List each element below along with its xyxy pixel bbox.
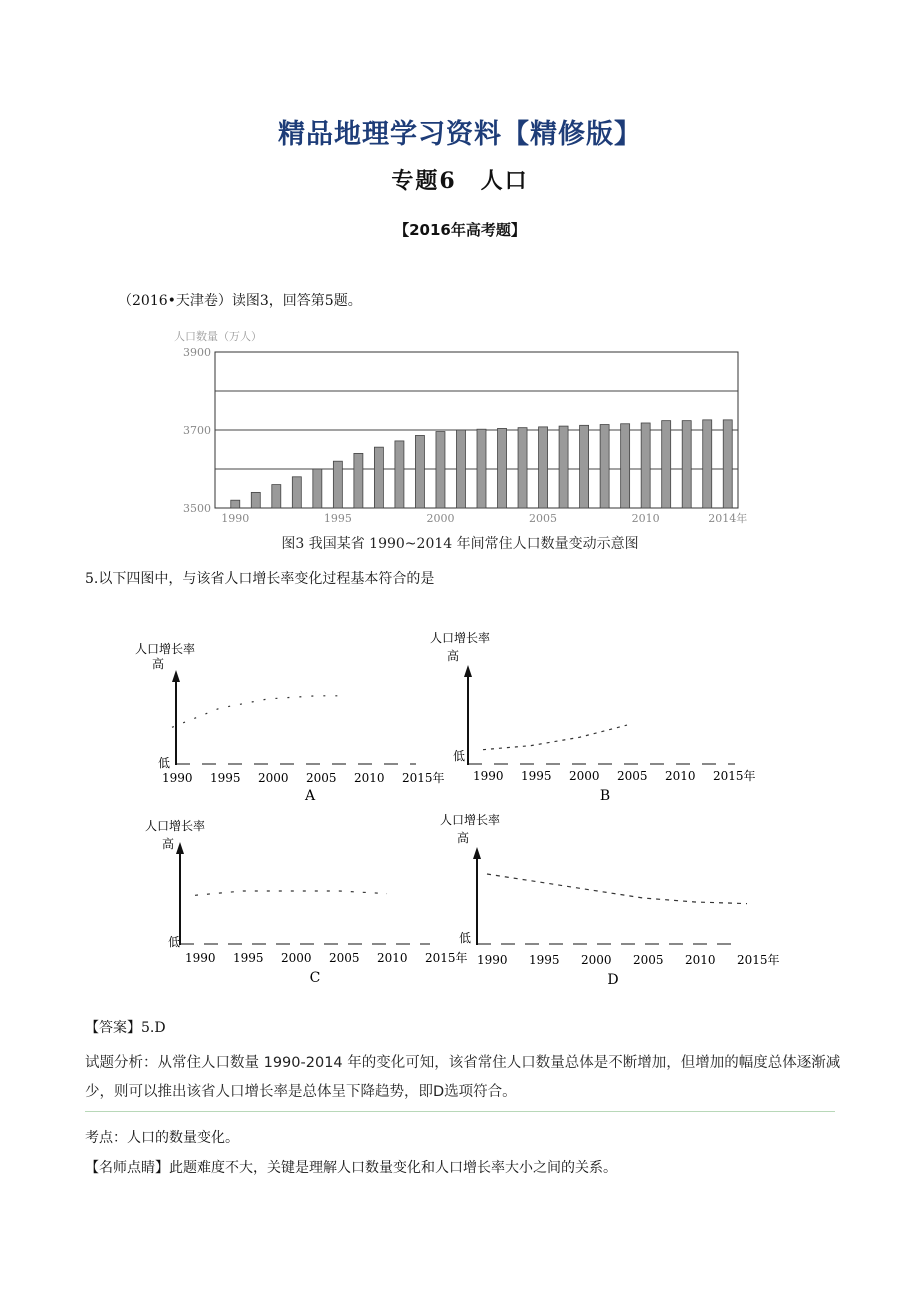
fig3-bar bbox=[723, 420, 732, 508]
fig3-caption: 图3 我国某省 1990~2014 年间常住人口数量变动示意图 bbox=[281, 536, 639, 552]
topic-title: 专题6 人口 bbox=[391, 168, 529, 194]
fig3-ytick: 3700 bbox=[183, 424, 211, 437]
fig3-xtick: 2010 bbox=[631, 512, 660, 525]
fig3-bar bbox=[477, 429, 486, 508]
fig3-bar bbox=[231, 500, 240, 508]
fig3-ytick: 3500 bbox=[183, 502, 211, 515]
fig3-xtick: 2005 bbox=[529, 512, 558, 525]
fig3-xtick: 2000 bbox=[426, 512, 455, 525]
opt-xtick: 2010 bbox=[685, 953, 716, 967]
analysis-paragraph: 试题分析：从常住人口数量 1990-2014 年的变化可知，该省常住人口数量总体是不断增加，但增加的幅度总体逐渐减少，则可以推出该省人口增长率是总体呈下降趋势，即D选项符合。 bbox=[85, 1055, 841, 1100]
main-title: 精品地理学习资料【精修版】 bbox=[278, 119, 642, 150]
opt-b-low: 低 bbox=[453, 749, 466, 763]
opt-c-low: 低 bbox=[168, 935, 181, 949]
opt-xtick: 2015年 bbox=[713, 769, 756, 783]
opt-xtick: 1990 bbox=[162, 771, 193, 785]
opt-a-low: 低 bbox=[158, 756, 171, 770]
opt-xtick: 1995 bbox=[521, 769, 552, 783]
opt-d-letter: D bbox=[607, 972, 619, 988]
fig3-bar bbox=[333, 461, 342, 508]
fig3-bar bbox=[641, 423, 650, 508]
fig3-bar bbox=[272, 485, 281, 508]
opt-b-letter: B bbox=[599, 788, 611, 804]
opt-xtick: 1990 bbox=[473, 769, 504, 783]
fig3-xtick: 1995 bbox=[323, 512, 352, 525]
opt-xtick: 2015年 bbox=[402, 771, 445, 785]
opt-xtick: 1990 bbox=[185, 951, 216, 965]
fig3-bar bbox=[436, 432, 445, 508]
opt-xtick: 2005 bbox=[633, 953, 664, 967]
opt-d-yarrow bbox=[473, 847, 481, 859]
fig3-bar bbox=[621, 424, 630, 508]
question-text: 5.以下四图中，与该省人口增长率变化过程基本符合的是 bbox=[85, 571, 435, 587]
answer-line: 【答案】5.D bbox=[85, 1020, 166, 1036]
opt-xtick: 1995 bbox=[210, 771, 241, 785]
opt-c-high: 高 bbox=[162, 837, 175, 851]
opt-a-curve bbox=[172, 696, 345, 728]
opt-d-high: 高 bbox=[457, 831, 470, 845]
fig3-bar bbox=[292, 477, 301, 508]
fig3-ylabel: 人口数量（万人） bbox=[174, 330, 262, 343]
opt-xtick: 1995 bbox=[529, 953, 560, 967]
opt-xtick: 2015年 bbox=[425, 951, 468, 965]
section-divider bbox=[85, 1111, 835, 1112]
opt-xtick: 2005 bbox=[306, 771, 337, 785]
fig3-bar bbox=[559, 426, 568, 508]
opt-xtick: 2005 bbox=[617, 769, 648, 783]
fig3-bar bbox=[703, 420, 712, 508]
opt-a-ylabel: 人口增长率 bbox=[135, 642, 196, 656]
fig3-bar bbox=[682, 421, 691, 508]
fig3-bar bbox=[518, 428, 527, 508]
opt-b-ylabel: 人口增长率 bbox=[430, 631, 491, 645]
opt-xtick: 1990 bbox=[477, 953, 508, 967]
opt-d-low: 低 bbox=[459, 931, 472, 945]
fig3-bar bbox=[580, 425, 589, 508]
fig3-bar bbox=[539, 427, 548, 508]
fig3-bar bbox=[415, 435, 424, 508]
opt-xtick: 2015年 bbox=[737, 953, 780, 967]
fig3-bar bbox=[456, 430, 465, 508]
opt-c-yarrow bbox=[176, 842, 184, 854]
opt-d-ylabel: 人口增长率 bbox=[440, 813, 501, 827]
opt-xtick: 2005 bbox=[329, 951, 360, 965]
opt-b-curve bbox=[483, 725, 627, 750]
key-point-line: 考点：人口的数量变化。 bbox=[85, 1130, 239, 1146]
fig3-bar bbox=[313, 469, 322, 508]
opt-xtick: 2000 bbox=[581, 953, 612, 967]
opt-a-letter: A bbox=[304, 788, 316, 804]
opt-c-ylabel: 人口增长率 bbox=[145, 819, 206, 833]
opt-c-letter: C bbox=[309, 970, 321, 986]
fig3-bar bbox=[600, 425, 609, 508]
option-c-chart bbox=[140, 812, 468, 990]
fig3-bar bbox=[354, 453, 363, 508]
fig3-bar bbox=[498, 428, 507, 508]
opt-xtick: 1995 bbox=[233, 951, 264, 965]
fig3-xtick: 2014年 bbox=[708, 512, 748, 525]
fig3-bar bbox=[251, 492, 260, 508]
opt-xtick: 2010 bbox=[354, 771, 385, 785]
opt-b-yarrow bbox=[464, 665, 472, 677]
option-b-chart bbox=[425, 630, 775, 808]
opt-a-high: 高 bbox=[152, 657, 165, 671]
opt-xtick: 2010 bbox=[377, 951, 408, 965]
option-a-chart bbox=[130, 630, 445, 808]
opt-a-yarrow bbox=[172, 670, 180, 682]
fig3-xtick: 1990 bbox=[221, 512, 250, 525]
opt-b-high: 高 bbox=[447, 649, 460, 663]
fig3-bar bbox=[374, 447, 383, 508]
opt-xtick: 2000 bbox=[569, 769, 600, 783]
intro-line: （2016•天津卷）读图3，回答第5题。 bbox=[118, 293, 362, 309]
opt-xtick: 2000 bbox=[258, 771, 289, 785]
opt-xtick: 2000 bbox=[281, 951, 312, 965]
teacher-comment-line: 【名师点睛】此题难度不大，关键是理解人口数量变化和人口增长率大小之间的关系。 bbox=[85, 1160, 617, 1176]
option-d-chart bbox=[435, 812, 780, 990]
opt-xtick: 2010 bbox=[665, 769, 696, 783]
fig3-bar bbox=[662, 421, 671, 508]
exam-heading: 【2016年高考题】 bbox=[394, 221, 526, 239]
figure3-bar-chart bbox=[160, 322, 760, 558]
opt-c-curve bbox=[195, 891, 387, 895]
fig3-bar bbox=[395, 441, 404, 508]
opt-d-curve bbox=[487, 874, 747, 904]
fig3-ytick: 3900 bbox=[183, 346, 211, 359]
